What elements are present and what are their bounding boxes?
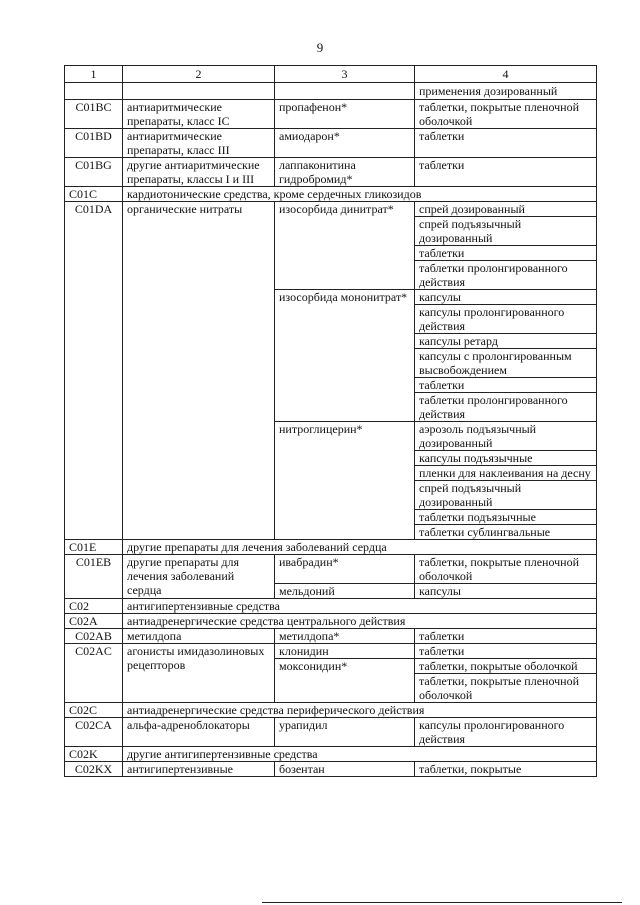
dosage-form: таблетки, покрытые пленочной оболочкой (415, 100, 597, 129)
drug-name: изосорбида мононитрат* (275, 290, 415, 422)
table-row (65, 100, 597, 129)
drug-name: изосорбида динитрат* (275, 202, 415, 290)
pharm-group: другие антиаритмические препараты, классы I и III (123, 158, 275, 187)
pharm-group: альфа-адреноблокаторы (123, 718, 275, 747)
drug-name: пропафенон* (275, 100, 415, 129)
drug-name: клонидин (275, 644, 415, 659)
section-row (65, 747, 597, 762)
atc-code: C01C (65, 187, 123, 202)
table-row (65, 629, 597, 644)
pharm-group: антиаритмические препараты, класс III (123, 129, 275, 158)
continuation-row (65, 83, 597, 100)
dosage-form: капсулы ретард (415, 334, 597, 349)
pharm-group: органические нитраты (123, 202, 275, 540)
table-row (65, 718, 597, 747)
dosage-form: капсулы пролонгированного действия (415, 718, 597, 747)
section-title: другие препараты для лечения заболеваний сердца (123, 540, 597, 555)
section-title: кардиотонические средства, кроме сердечных гликозидов (123, 187, 597, 202)
atc-code: C01BD (65, 129, 123, 158)
table-row (65, 129, 597, 158)
dosage-form: таблетки подъязычные (415, 510, 597, 525)
dosage-form: таблетки (415, 629, 597, 644)
header-cell: 2 (123, 66, 275, 83)
drug-name: моксонидин* (275, 659, 415, 703)
dosage-form: таблетки пролонгированного действия (415, 393, 597, 422)
atc-code: C02 (65, 599, 123, 614)
pharm-group: другие препараты для лечения заболеваний сердца (123, 555, 275, 599)
section-row (65, 703, 597, 718)
atc-code: C02AC (65, 644, 123, 703)
atc-code: C02A (65, 614, 123, 629)
section-title: другие антигипертензивные средства (123, 747, 597, 762)
dosage-form: спрей дозированный (415, 202, 597, 217)
dosage-form: пленки для наклеивания на десну (415, 466, 597, 481)
dosage-form: таблетки (415, 378, 597, 393)
atc-code: C02AB (65, 629, 123, 644)
section-row (65, 614, 597, 629)
atc-code: C01E (65, 540, 123, 555)
pharm-group: антигипертензивные (123, 762, 275, 777)
drug-table (64, 65, 597, 777)
dosage-form: капсулы (415, 584, 597, 599)
pharm-group: антиаритмические препараты, класс IC (123, 100, 275, 129)
dosage-form: таблетки (415, 129, 597, 158)
section-title: антигипертензивные средства (123, 599, 597, 614)
drug-name: бозентан (275, 762, 415, 777)
dosage-form: таблетки, покрытые оболочкой (415, 659, 597, 674)
atc-code: C02CA (65, 718, 123, 747)
header-row (65, 66, 597, 83)
table-row (65, 202, 597, 217)
atc-code: C01EB (65, 555, 123, 599)
drug-name: лаппаконитина гидробромид* (275, 158, 415, 187)
drug-name: мельдоний (275, 584, 415, 599)
section-row (65, 540, 597, 555)
atc-code: C01BG (65, 158, 123, 187)
table-row (65, 762, 597, 777)
drug-name: метилдопа* (275, 629, 415, 644)
dosage-form: капсулы пролонгированного действия (415, 305, 597, 334)
dosage-form: таблетки (415, 246, 597, 261)
dosage-form: таблетки (415, 158, 597, 187)
section-title: антиадренергические средства периферического действия (123, 703, 597, 718)
drug-name: урапидил (275, 718, 415, 747)
dosage-form: таблетки (415, 644, 597, 659)
dosage-form: аэрозоль подъязычный дозированный (415, 422, 597, 451)
section-row (65, 187, 597, 202)
dosage-form: капсулы (415, 290, 597, 305)
atc-code: C01BC (65, 100, 123, 129)
bottom-rule (262, 902, 622, 903)
dosage-form: таблетки пролонгированного действия (415, 261, 597, 290)
dosage-form: таблетки, покрытые (415, 762, 597, 777)
pharm-group: агонисты имидазолиновых рецепторов (123, 644, 275, 703)
page-number: 9 (316, 40, 324, 55)
header-cell: 4 (415, 66, 597, 83)
header-cell: 1 (65, 66, 123, 83)
atc-code: C02KX (65, 762, 123, 777)
atc-code: C02K (65, 747, 123, 762)
section-row (65, 599, 597, 614)
dosage-form: применения дозированный (415, 83, 597, 100)
drug-name: ивабрадин* (275, 555, 415, 584)
table-row (65, 644, 597, 659)
table-row (65, 555, 597, 584)
dosage-form: спрей подъязычный дозированный (415, 217, 597, 246)
pharm-group: метилдопа (123, 629, 275, 644)
drug-name: нитроглицерин* (275, 422, 415, 540)
table-row (65, 158, 597, 187)
dosage-form: капсулы с пролонгированным высвобождением (415, 349, 597, 378)
dosage-form: капсулы подъязычные (415, 451, 597, 466)
section-title: антиадренергические средства центрального действия (123, 614, 597, 629)
dosage-form: таблетки, покрытые пленочной оболочкой (415, 555, 597, 584)
dosage-form: таблетки, покрытые пленочной оболочкой (415, 674, 597, 703)
dosage-form: спрей подъязычный дозированный (415, 481, 597, 510)
atc-code: C01DA (65, 202, 123, 540)
header-cell: 3 (275, 66, 415, 83)
dosage-form: таблетки сублингвальные (415, 525, 597, 540)
atc-code: C02C (65, 703, 123, 718)
drug-name: амиодарон* (275, 129, 415, 158)
